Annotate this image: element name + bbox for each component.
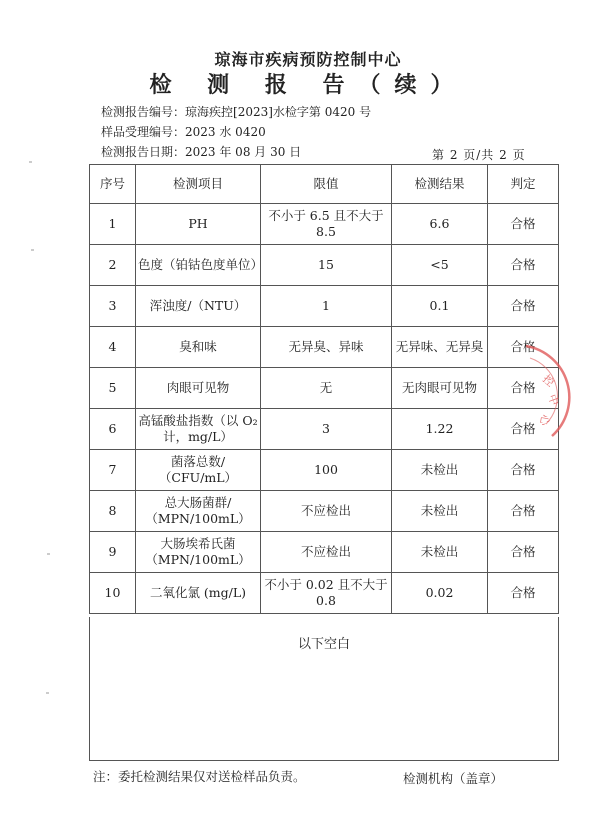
header-limit: 限值 — [261, 165, 392, 204]
footer-institution: 检测机构（盖章） — [403, 771, 504, 786]
row-judgement: 合格 — [488, 573, 559, 614]
results-table — [89, 164, 559, 614]
row-judgement: 合格 — [488, 245, 559, 286]
header-result: 检测结果 — [392, 165, 488, 204]
row-limit: 不应检出 — [261, 532, 392, 573]
table-row — [90, 204, 559, 245]
scan-speck — [46, 692, 49, 694]
report-number — [101, 103, 371, 120]
table-row — [90, 491, 559, 532]
row-limit: 无 — [261, 368, 392, 409]
row-item: 高锰酸盐指数（以 O₂计，mg/L） — [136, 409, 261, 450]
table-row — [90, 532, 559, 573]
sample-number — [101, 123, 266, 140]
seal-text-2: 中 — [545, 392, 562, 408]
scan-speck — [31, 249, 34, 251]
row-result: 0.1 — [392, 286, 488, 327]
row-result: 未检出 — [392, 532, 488, 573]
report-date-value: 2023 年 08 月 30 日 — [185, 145, 302, 159]
row-judgement: 合格 — [488, 450, 559, 491]
table-row — [90, 450, 559, 491]
row-judgement: 合格 — [488, 491, 559, 532]
row-limit: 无异臭、异味 — [261, 327, 392, 368]
row-judgement: 合格 — [488, 204, 559, 245]
table-header-row — [90, 165, 559, 204]
table-row — [90, 286, 559, 327]
row-limit: 不应检出 — [261, 491, 392, 532]
header-judgement: 判定 — [488, 165, 559, 204]
row-judgement: 合格 — [488, 286, 559, 327]
report-title: 检 测 报 告（续） — [149, 72, 467, 98]
table-row — [90, 327, 559, 368]
row-item: 浑浊度/（NTU） — [136, 286, 261, 327]
seal-text-3: 心 — [537, 413, 552, 427]
row-item: 臭和味 — [136, 327, 261, 368]
scan-speck — [29, 161, 32, 163]
sample-number-label: 样品受理编号： — [101, 125, 186, 139]
row-judgement: 合格 — [488, 327, 559, 368]
row-index: 7 — [90, 450, 136, 491]
table-row — [90, 245, 559, 286]
row-index: 1 — [90, 204, 136, 245]
row-item: PH — [136, 204, 261, 245]
row-limit: 不小于 6.5 且不大于 8.5 — [261, 204, 392, 245]
row-limit: 1 — [261, 286, 392, 327]
row-limit: 100 — [261, 450, 392, 491]
row-judgement: 合格 — [488, 532, 559, 573]
organization-name: 琼海市疾病预防控制中心 — [214, 50, 402, 69]
seal-text-1: 控 — [540, 372, 557, 390]
row-item: 二氧化氯 (mg/L) — [136, 573, 261, 614]
table-row — [90, 409, 559, 450]
row-item: 总大肠菌群/（MPN/100mL） — [136, 491, 261, 532]
report-date-label: 检测报告日期： — [101, 145, 186, 159]
row-index: 3 — [90, 286, 136, 327]
row-item: 菌落总数/（CFU/mL） — [136, 450, 261, 491]
row-limit: 3 — [261, 409, 392, 450]
row-result: 无异味、无异臭 — [392, 327, 488, 368]
row-result: 未检出 — [392, 491, 488, 532]
header-index: 序号 — [90, 165, 136, 204]
row-limit: 不小于 0.02 且不大于 0.8 — [261, 573, 392, 614]
table-row — [90, 573, 559, 614]
row-index: 9 — [90, 532, 136, 573]
row-limit: 15 — [261, 245, 392, 286]
footer-note: 注：委托检测结果仅对送检样品负责。 — [93, 769, 306, 784]
row-result: 无肉眼可见物 — [392, 368, 488, 409]
report-number-label: 检测报告编号： — [101, 105, 186, 119]
report-number-value: 琼海疾控[2023]水检字第 0420 号 — [185, 105, 372, 119]
row-result: 未检出 — [392, 450, 488, 491]
blank-area — [89, 617, 559, 761]
row-judgement: 合格 — [488, 409, 559, 450]
row-index: 8 — [90, 491, 136, 532]
row-index: 6 — [90, 409, 136, 450]
row-judgement: 合格 — [488, 368, 559, 409]
row-result: 6.6 — [392, 204, 488, 245]
row-item: 色度（铂钴色度单位） — [136, 245, 261, 286]
report-date — [101, 143, 301, 160]
row-item: 肉眼可见物 — [136, 368, 261, 409]
row-item: 大肠埃希氏菌（MPN/100mL） — [136, 532, 261, 573]
row-result: 0.02 — [392, 573, 488, 614]
header-item: 检测项目 — [136, 165, 261, 204]
page-number: 第 2 页/共 2 页 — [432, 148, 526, 162]
scan-speck — [47, 553, 50, 555]
row-index: 5 — [90, 368, 136, 409]
row-index: 4 — [90, 327, 136, 368]
table-row — [90, 368, 559, 409]
row-index: 10 — [90, 573, 136, 614]
blank-text: 以下空白 — [297, 637, 350, 652]
row-result: 1.22 — [392, 409, 488, 450]
sample-number-value: 2023 水 0420 — [185, 125, 266, 139]
row-index: 2 — [90, 245, 136, 286]
row-result: <5 — [392, 245, 488, 286]
